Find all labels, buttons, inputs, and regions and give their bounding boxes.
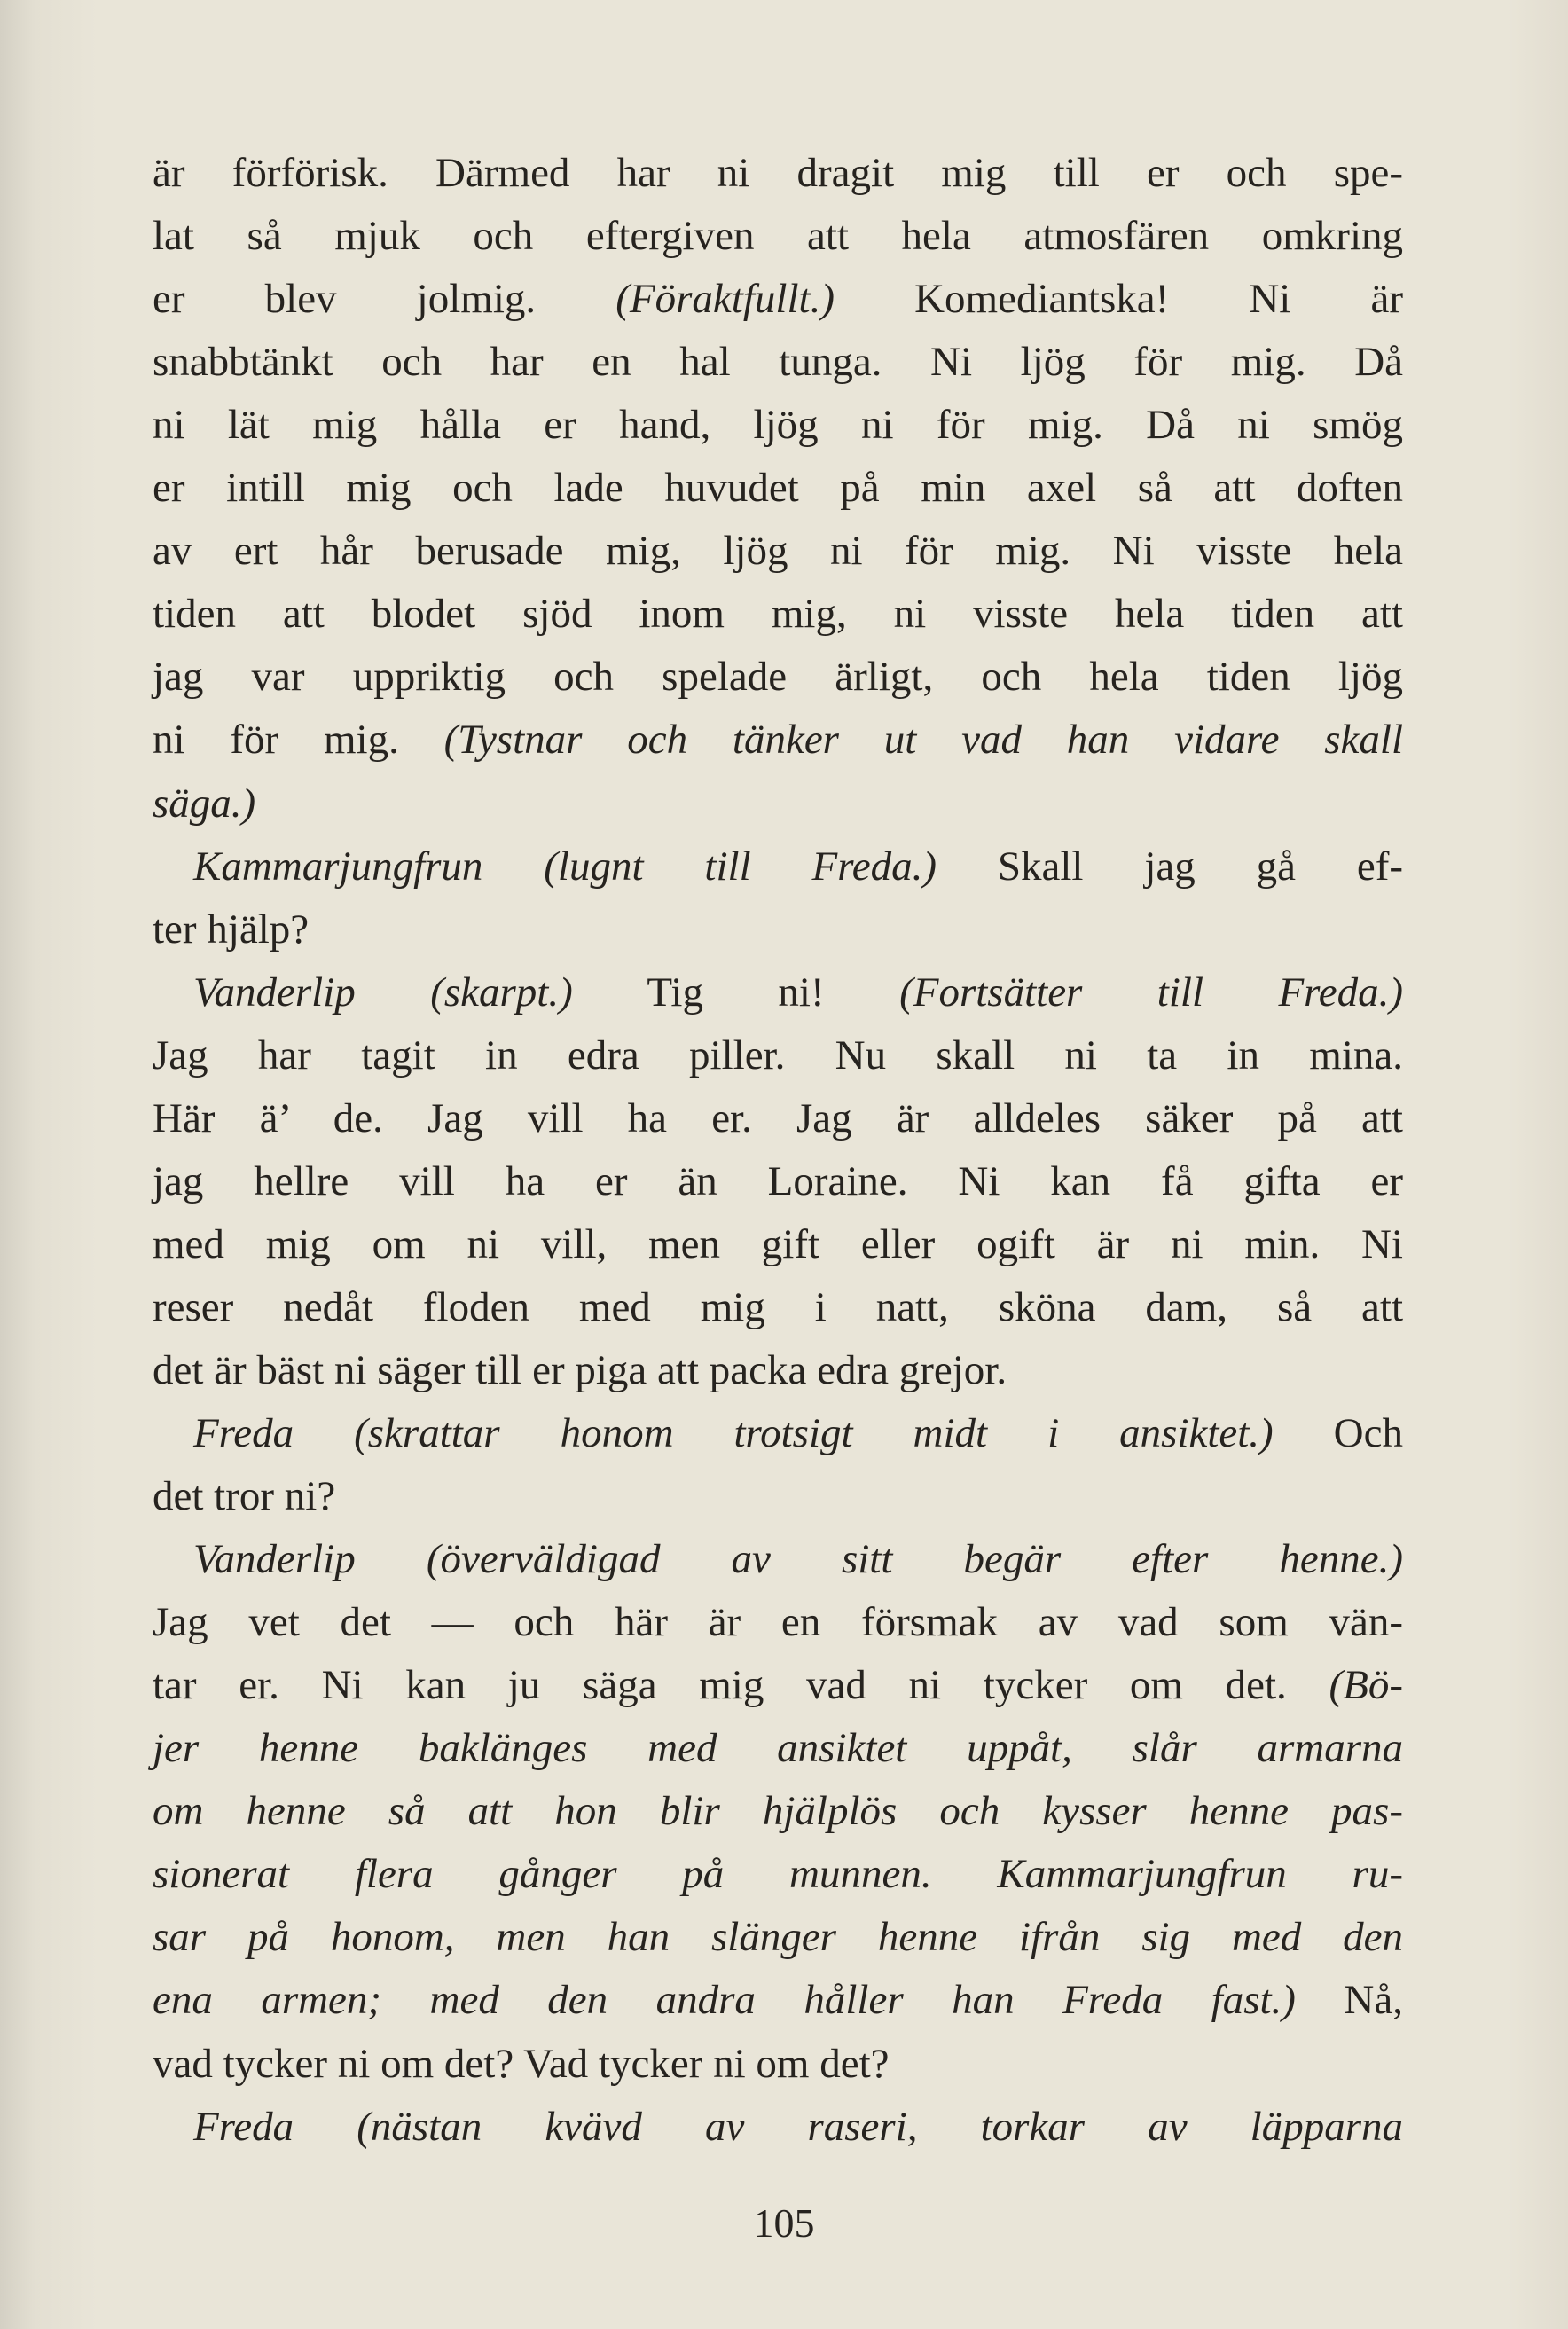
text-line xyxy=(153,1843,1403,1906)
stage-direction-text: om henne så att hon blir hjälplös och kysser henne pas- xyxy=(153,1788,1403,1834)
dialogue-text: Tig ni! xyxy=(572,969,900,1016)
stage-direction-text: ena armen; med den andra håller han Freda fast.) xyxy=(153,1977,1296,2023)
dialogue-text: jag hellre vill ha er än Loraine. Ni kan få gifta er xyxy=(153,1158,1403,1204)
text-line xyxy=(193,835,1403,898)
dialogue-text: er blev jolmig. xyxy=(153,276,616,322)
text-line xyxy=(153,394,1403,457)
text-line xyxy=(153,1654,1403,1717)
dialogue-text: tar er. Ni kan ju säga mig vad ni tycker om det. xyxy=(153,1662,1329,1708)
text-line xyxy=(153,1339,1007,1402)
text-line xyxy=(153,646,1403,709)
text-line xyxy=(153,2033,890,2096)
text-line xyxy=(153,1150,1403,1213)
text-line xyxy=(153,1906,1403,1969)
stage-direction-text: Vanderlip (skarpt.) xyxy=(193,969,573,1016)
stage-direction-text: (Fortsätter till Freda.) xyxy=(899,969,1403,1016)
dialogue-text: ter hjälp? xyxy=(153,906,310,953)
dialogue-text: jag var uppriktig och spelade ärligt, och hela tiden ljög xyxy=(153,654,1403,700)
text-line xyxy=(153,331,1403,394)
stage-direction-text: Freda (skrattar honom trotsigt midt i ansiktet.) xyxy=(193,1410,1274,1456)
stage-direction-text: Freda (nästan kvävd av raseri, torkar av läpparna xyxy=(193,2104,1403,2150)
stage-direction-text: sar på honom, men han slänger henne ifrån sig med den xyxy=(153,1914,1403,1960)
text-line xyxy=(153,709,1403,772)
text-line xyxy=(153,520,1403,583)
page-number: 105 xyxy=(753,2200,815,2246)
text-line xyxy=(153,1969,1403,2032)
dialogue-text: vad tycker ni om det? Vad tycker ni om det? xyxy=(153,2041,890,2087)
stage-direction-text: (Bö- xyxy=(1329,1662,1403,1708)
stage-direction-text: jer henne baklänges med ansiktet uppåt, slår armarna xyxy=(153,1725,1403,1771)
dialogue-text: ni lät mig hålla er hand, ljög ni för mig. Då ni smög xyxy=(153,402,1403,448)
text-line xyxy=(153,1087,1403,1150)
dialogue-text: Skall jag gå ef- xyxy=(937,843,1403,890)
text-line xyxy=(153,1465,335,1528)
dialogue-text: er intill mig och lade huvudet på min axel så att doften xyxy=(153,465,1403,511)
dialogue-text: reser nedåt floden med mig i natt, sköna dam, så att xyxy=(153,1284,1403,1330)
dialogue-text: är förförisk. Därmed har ni dragit mig till er och spe- xyxy=(153,150,1403,196)
dialogue-text: det tror ni? xyxy=(153,1473,336,1519)
stage-direction-text: (Föraktfullt.) xyxy=(615,276,835,322)
dialogue-text: Och xyxy=(1273,1410,1403,1456)
dialogue-text: av ert hår berusade mig, ljög ni för mig. Ni visste hela xyxy=(153,528,1403,574)
text-line xyxy=(153,1717,1403,1780)
text-line xyxy=(193,1528,1403,1591)
stage-direction-text: (Tystnar och tänker ut vad han vidare skall xyxy=(443,717,1403,763)
text-line xyxy=(153,898,309,961)
text-line xyxy=(193,2096,1403,2159)
dialogue-text: det är bäst ni säger till er piga att packa edra grejor. xyxy=(153,1347,1007,1393)
dialogue-text: Jag har tagit in edra piller. Nu skall ni ta in mina. xyxy=(153,1032,1403,1078)
text-line xyxy=(153,457,1403,520)
text-line xyxy=(153,1024,1403,1087)
dialogue-text: Komediantska! Ni är xyxy=(834,276,1403,322)
dialogue-text: Här ä’ de. Jag vill ha er. Jag är alldeles säker på att xyxy=(153,1095,1403,1141)
text-line xyxy=(153,772,255,835)
text-line xyxy=(153,268,1403,331)
stage-direction-text: sionerat flera gånger på munnen. Kammarjungfrun ru- xyxy=(153,1851,1403,1897)
text-line xyxy=(153,1276,1403,1339)
dialogue-text: Jag vet det — och här är en försmak av vad som vän- xyxy=(153,1599,1403,1645)
text-line xyxy=(153,583,1403,646)
text-line xyxy=(193,1402,1403,1465)
text-line xyxy=(153,142,1403,205)
text-line xyxy=(153,1780,1403,1843)
text-line xyxy=(193,961,1403,1024)
stage-direction-text: säga.) xyxy=(153,780,256,827)
dialogue-text: ni för mig. xyxy=(153,717,444,763)
dialogue-text: lat så mjuk och eftergiven att hela atmosfären omkring xyxy=(153,213,1403,259)
text-line xyxy=(153,205,1403,268)
text-line xyxy=(153,1591,1403,1654)
stage-direction-text: Vanderlip (överväldigad av sitt begär efter henne.) xyxy=(193,1536,1403,1582)
dialogue-text: tiden att blodet sjöd inom mig, ni visste hela tiden att xyxy=(153,591,1403,637)
dialogue-text: snabbtänkt och har en hal tunga. Ni ljög för mig. Då xyxy=(153,339,1403,385)
dialogue-text: Nå, xyxy=(1295,1977,1403,2023)
stage-direction-text: Kammarjungfrun (lugnt till Freda.) xyxy=(193,843,937,890)
dialogue-text: med mig om ni vill, men gift eller ogift är ni min. Ni xyxy=(153,1221,1403,1267)
text-line xyxy=(153,1213,1403,1276)
